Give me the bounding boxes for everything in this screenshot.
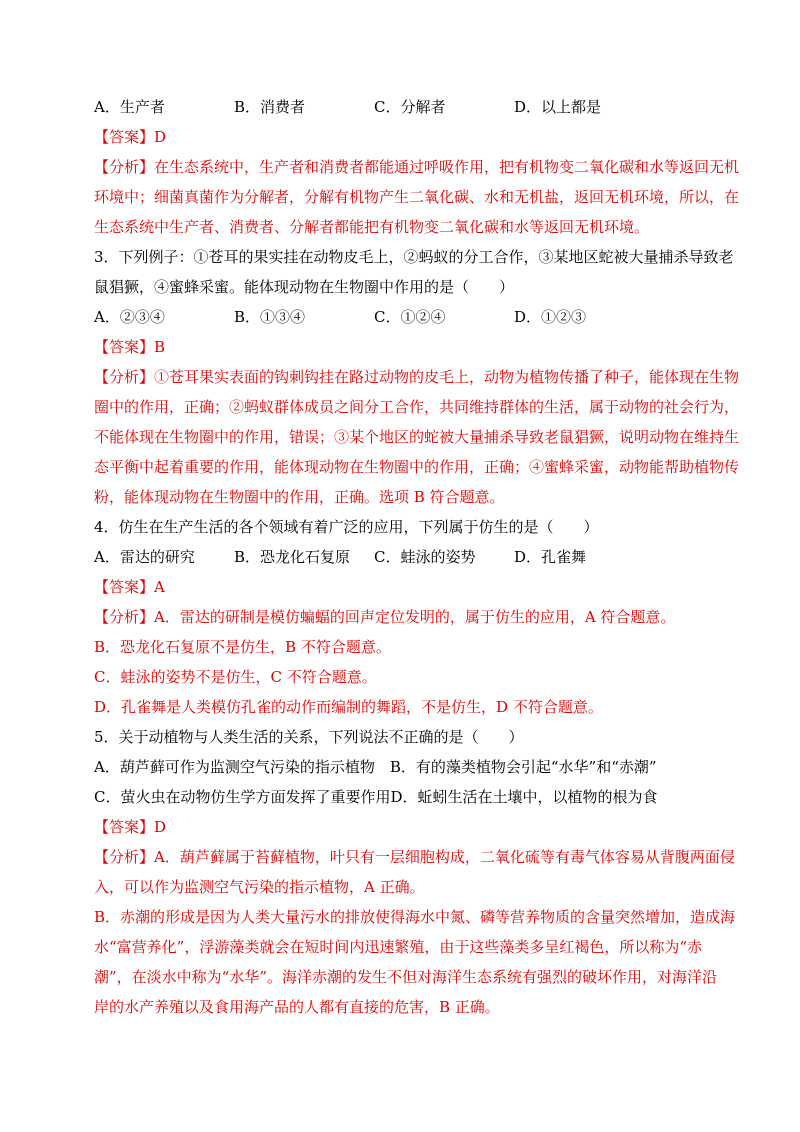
q4-answer: 【答案】A [94, 578, 165, 596]
q4-options [94, 542, 724, 572]
q5-analysis-line: 岸的水产养殖以及食用海产品的人都有直接的危害，B 正确。 [94, 998, 500, 1016]
q3-analysis-line: 粉，能体现动物在生物圈中的作用，正确。选项 B 符合题意。 [94, 488, 505, 506]
q4-analysis-line: D．孔雀舞是人类模仿孔雀的动作而编制的舞蹈，不是仿生，D 不符合题意。 [94, 698, 603, 716]
option-a: A．雷达的研究 [94, 548, 195, 566]
q2-options [94, 92, 724, 122]
q3-answer: 【答案】B [94, 338, 166, 356]
q5-stem: 5．关于动植物与人类生活的关系，下列说法不正确的是（ ） [94, 728, 524, 746]
option-b: B．消费者 [234, 98, 306, 116]
q5-analysis-line: 水“富营养化”，浮游藻类就会在短时间内迅速繁殖，由于这些藻类多呈红褐色，所以称为“赤 [94, 938, 703, 956]
q3-analysis-line: 圈中的作用，正确；②蚂蚁群体成员之间分工合作，共同维持群体的生活，属于动物的社会行为， [94, 398, 740, 416]
q3-analysis-line: 【分析】①苍耳果实表面的钩刺钩挂在路过动物的皮毛上，动物为植物传播了种子，能体现在生物 [94, 368, 740, 386]
q5-options-line: C．萤火虫在动物仿生学方面发挥了重要作用D．蚯蚓生活在土壤中，以植物的根为食 [94, 788, 658, 806]
q3-options [94, 302, 724, 332]
q3-analysis-line: 不能体现在生物圈中的作用，错误；③某个地区的蛇被大量捕杀导致老鼠猖獗，说明动物在维持生 [94, 428, 740, 446]
q2-answer: 【答案】D [94, 128, 167, 146]
option-d: D．以上都是 [514, 98, 602, 116]
option-a: A．生产者 [94, 98, 165, 116]
document-page [94, 92, 740, 1022]
q5-analysis-line: 潮”，在淡水中称为“水华”。海洋赤潮的发生不但对海洋生态系统有强烈的破坏作用，对海洋沿 [94, 968, 718, 986]
option-d: D．①②③ [514, 308, 587, 326]
option-c: C．分解者 [374, 98, 446, 116]
option-b: B．①③④ [234, 308, 306, 326]
q2-analysis-line: 生态系统中生产者、消费者、分解者都能把有机物变二氧化碳和水等返回无机环境。 [94, 218, 650, 236]
option-a: A．②③④ [94, 308, 165, 326]
q3-analysis-line: 态平衡中起着重要的作用，能体现动物在生物圈中的作用，正确；④蜜蜂采蜜，动物能帮助植物传 [94, 458, 740, 476]
q5-analysis-line: 【分析】A．葫芦藓属于苔藓植物，叶只有一层细胞构成，二氧化硫等有毒气体容易从背腹两面侵 [94, 848, 735, 866]
option-b: B．恐龙化石复原 [234, 548, 351, 566]
q4-analysis-line: B．恐龙化石复原不是仿生，B 不符合题意。 [94, 638, 391, 656]
q3-stem-line: 鼠猖獗，④蜜蜂采蜜。能体现动物在生物圈中作用的是（ ） [94, 278, 515, 296]
option-d: D．孔雀舞 [514, 548, 587, 566]
q4-analysis-line: C．蛙泳的姿势不是仿生，C 不符合题意。 [94, 668, 377, 686]
q2-analysis-line: 环境中；细菌真菌作为分解者，分解有机物产生二氧化碳、水和无机盐，返回无机环境，所以，在 [94, 188, 740, 206]
q3-stem-line: 3．下列例子：①苍耳的果实挂在动物皮毛上，②蚂蚁的分工合作，③某地区蛇被大量捕杀导致老 [94, 248, 734, 266]
q5-answer: 【答案】D [94, 818, 167, 836]
q2-analysis-line: 【分析】在生态系统中，生产者和消费者都能通过呼吸作用，把有机物变二氧化碳和水等返回无机 [94, 158, 740, 176]
option-c: C．①②④ [374, 308, 446, 326]
q5-options-line: A．葫芦藓可作为监测空气污染的指示植物 B．有的藻类植物会引起“水华”和“赤潮” [94, 758, 657, 776]
q4-analysis-line: 【分析】A．雷达的研制是模仿蝙蝠的回声定位发明的，属于仿生的应用，A 符合题意。 [94, 608, 676, 626]
q5-analysis-line: 入，可以作为监测空气污染的指示植物，A 正确。 [94, 878, 425, 896]
q5-analysis-line: B．赤潮的形成是因为人类大量污水的排放使得海水中氮、磷等营养物质的含量突然增加，造成海 [94, 908, 736, 926]
q4-stem: 4．仿生在生产生活的各个领域有着广泛的应用，下列属于仿生的是（ ） [94, 518, 599, 536]
option-c: C．蛙泳的姿势 [374, 548, 476, 566]
